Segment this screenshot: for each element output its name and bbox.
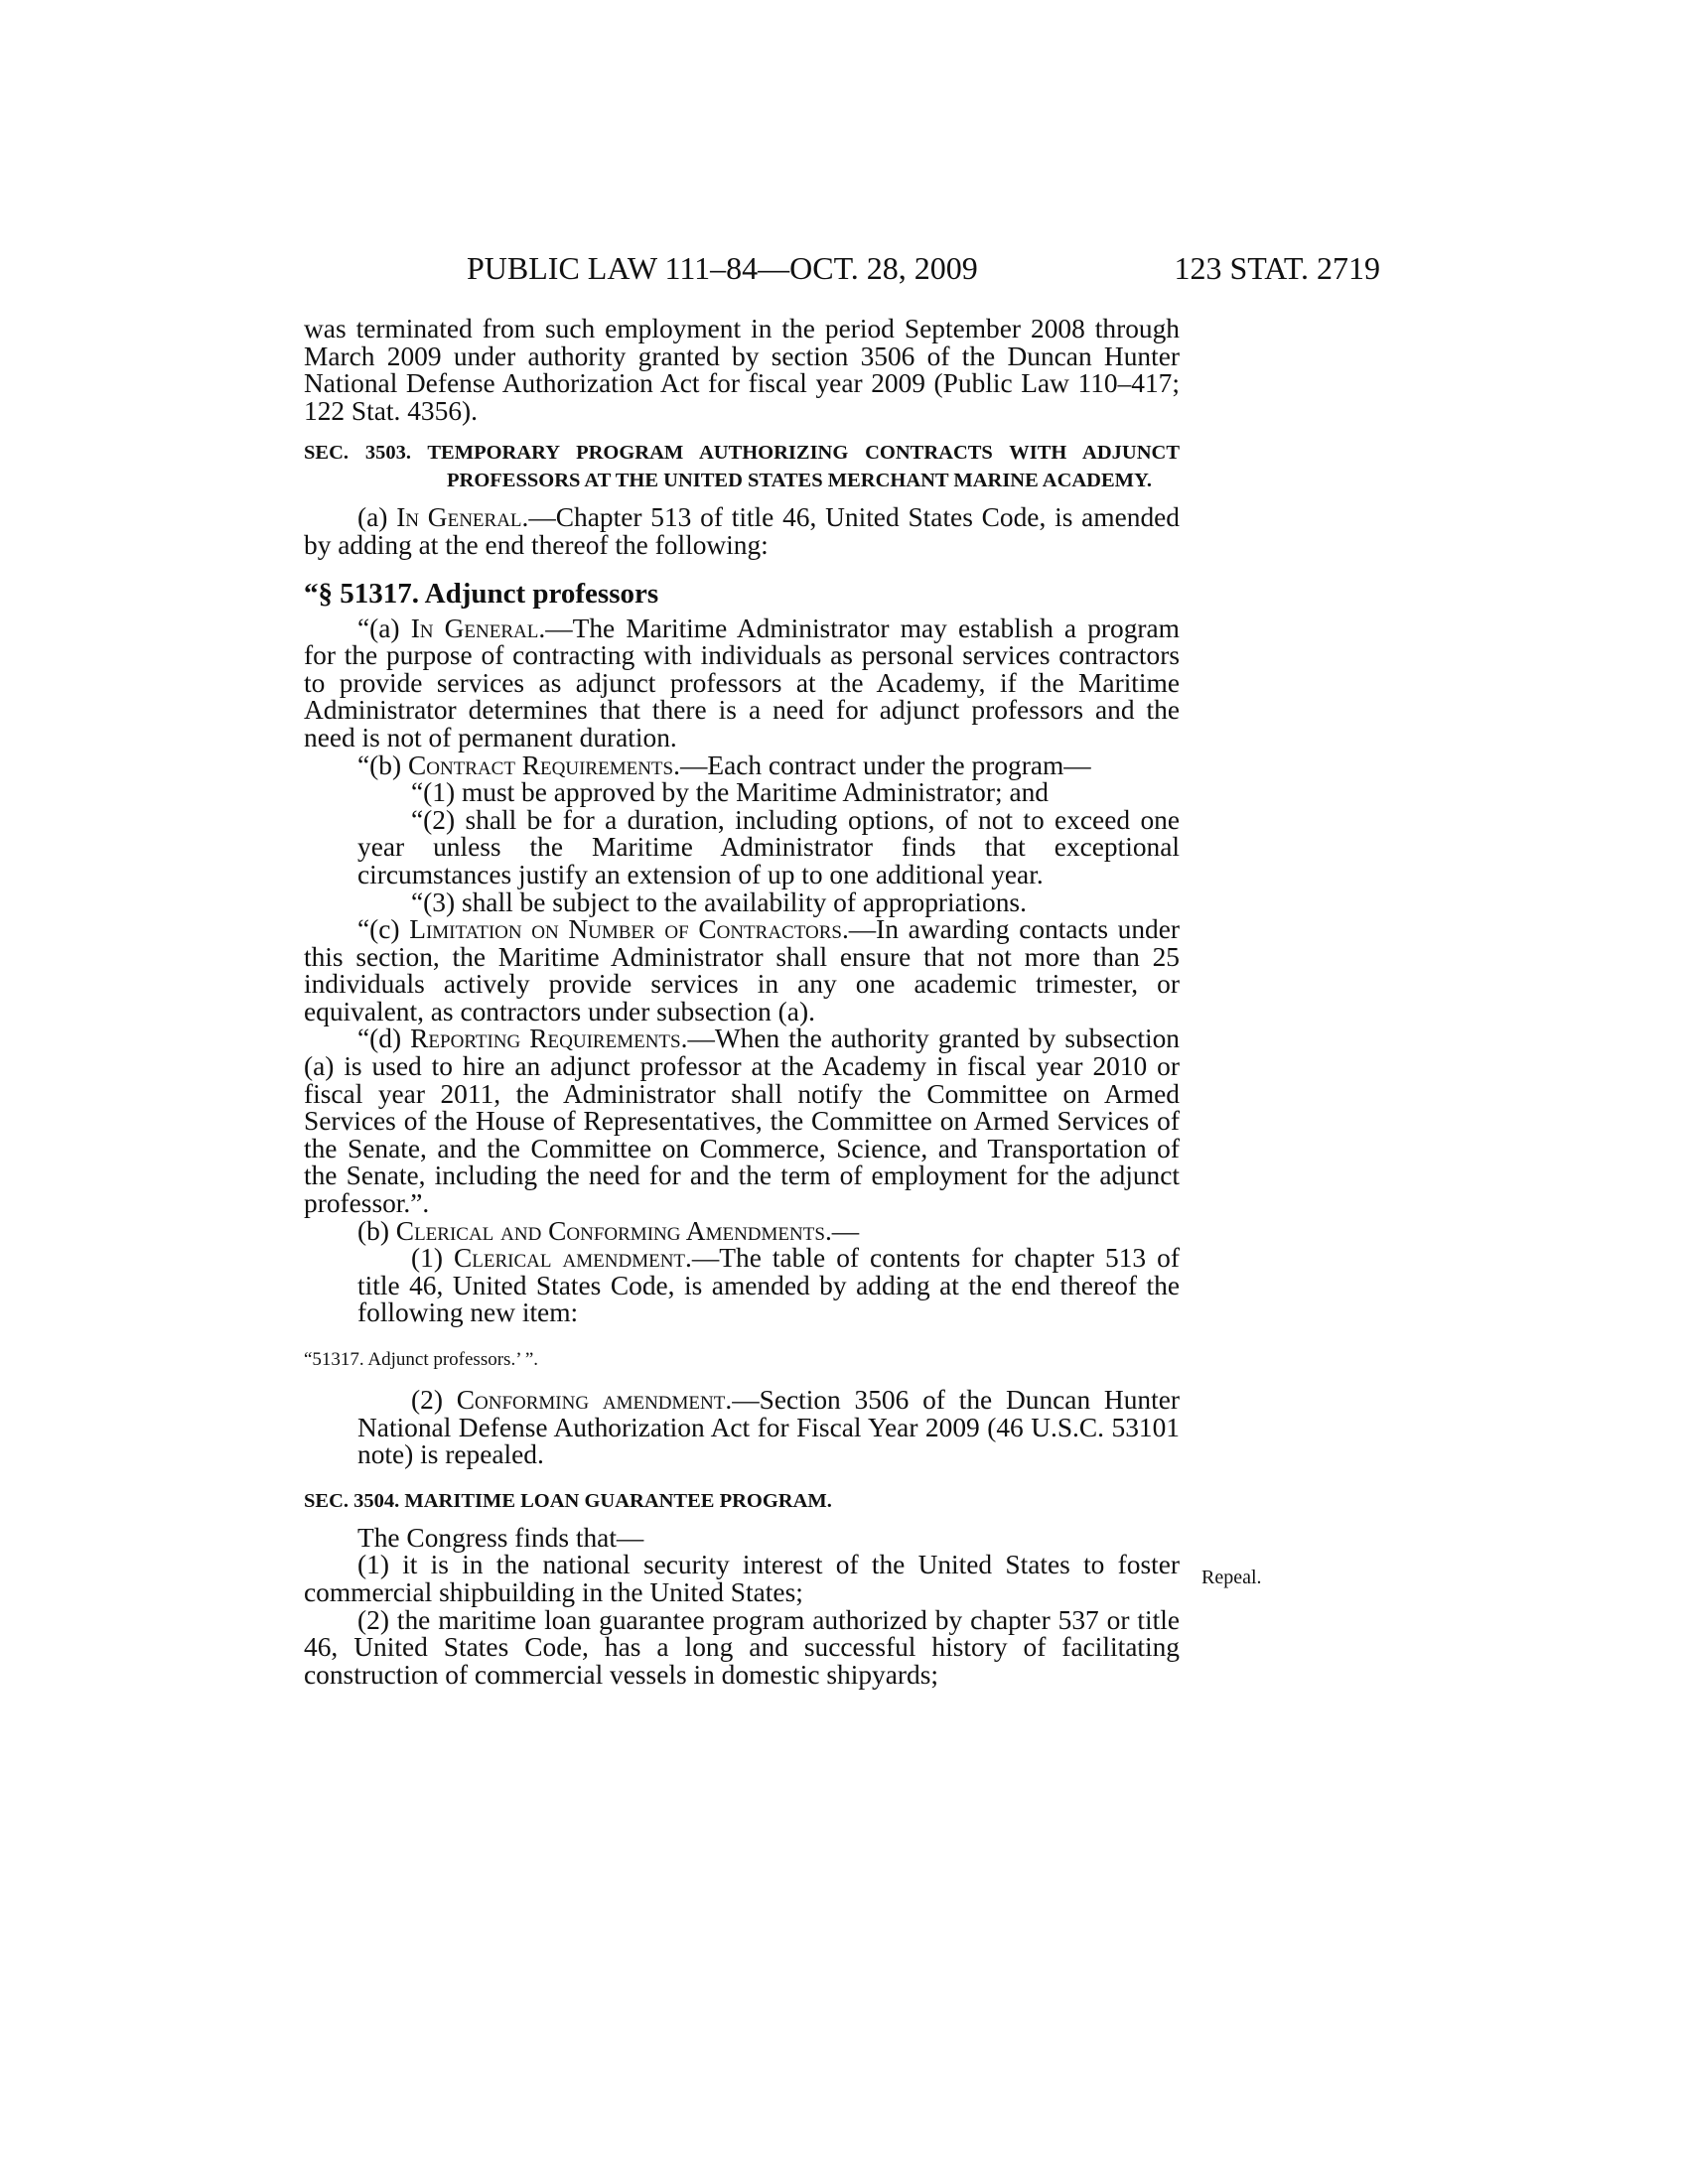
subsection-b-paragraph-1: (1) Clerical amendment.—The table of contents for chapter 513 of title 46, United States Code, is amended by adding at the end thereof the following new item: — [357, 1243, 1180, 1328]
subsection-a: (a) In General.—Chapter 513 of title 46, United States Code, is amended by adding at the end thereof the following: — [304, 502, 1181, 560]
finding-1: (1) it is in the national security interest of the United States to foster commercial shipbuilding in the United States; — [304, 1550, 1180, 1607]
finding-2: (2) the maritime loan guarantee program authorized by chapter 537 or title 46, United States Code, has a long and successful history of facilitating construction of commercial vessels in domestic shipyards; — [304, 1604, 1180, 1690]
new-subsection-b-item-1: “(1) must be approved by the Maritime Administrator; and — [411, 777, 1050, 808]
paragraph-continued: was terminated from such employment in the period September 2008 through March 2009 under authority granted by section 3506 of the Duncan Hunter National Defense Authorization Act for fiscal year 2009 (Public Law 110–417; 122 Stat. 4356). — [304, 314, 1180, 426]
new-subsection-b-item-2: “(2) shall be for a duration, including options, of not to exceed one year unless the Maritime Administrator finds that exceptional circumstances justify an extension of up to one additional year. — [357, 804, 1180, 889]
section-3504-heading: SEC. 3504. MARITIME LOAN GUARANTEE PROGRAM. — [304, 1489, 832, 1512]
new-subsection-b-item-3: “(3) shall be subject to the availability of appropriations. — [411, 887, 1027, 917]
new-subsection-b: “(b) Contract Requirements.—Each contract under the program— — [357, 750, 1091, 780]
header-stat-page: 123 STAT. 2719 — [1174, 250, 1380, 286]
header-title: PUBLIC LAW 111–84—OCT. 28, 2009 — [467, 250, 978, 286]
subsection-b-paragraph-2: (2) Conforming amendment.—Section 3506 of the Duncan Hunter National Defense Authorization Act for Fiscal Year 2009 (46 U.S.C. 53101 note) is repealed. — [357, 1385, 1180, 1470]
document-body — [304, 316, 1180, 1689]
table-of-contents-item: “51317. Adjunct professors.’ ”. — [304, 1349, 539, 1370]
findings-intro: The Congress finds that— — [357, 1522, 644, 1553]
section-3503-heading: SEC. 3503. TEMPORARY PROGRAM AUTHORIZING CONTRACTS WITH ADJUNCT PROFESSORS AT THE UNITED STATES MERCHANT MARINE ACADEMY. — [304, 442, 1180, 492]
subsection-b: (b) Clerical and Conforming Amendments.— — [357, 1215, 860, 1246]
section-51317-title: “§ 51317. Adjunct professors — [304, 577, 659, 610]
new-subsection-c: “(c) Limitation on Number of Contractors.—In awarding contacts under this section, the Maritime Administrator shall ensure that not more than 25 individuals actively provide services in any one academic trimester, or equivalent, as contractors under subsection (a). — [304, 914, 1181, 1026]
margin-note-repeal: Repeal. — [1201, 1567, 1262, 1588]
new-subsection-d: “(d) Reporting Requirements.—When the authority granted by subsection (a) is used to hire an adjunct professor at the Academy in fiscal year 2010 or fiscal year 2011, the Administrator shall notify the Committee on Armed Services of the House of Representatives, the Committee on Armed Services of the Senate, and the Committee on Commerce, Science, and Transportation of the Senate, including the need for and the term of employment for the adjunct professor.”. — [304, 1024, 1180, 1219]
new-subsection-a: “(a) In General.—The Maritime Administrator may establish a program for the purpose of contracting with individuals as personal services contractors to provide services as adjunct professors at the Academy, if the Maritime Administrator determines that there is a need for adjunct professors and the need is not of permanent duration. — [304, 613, 1180, 752]
running-header — [298, 246, 1380, 290]
